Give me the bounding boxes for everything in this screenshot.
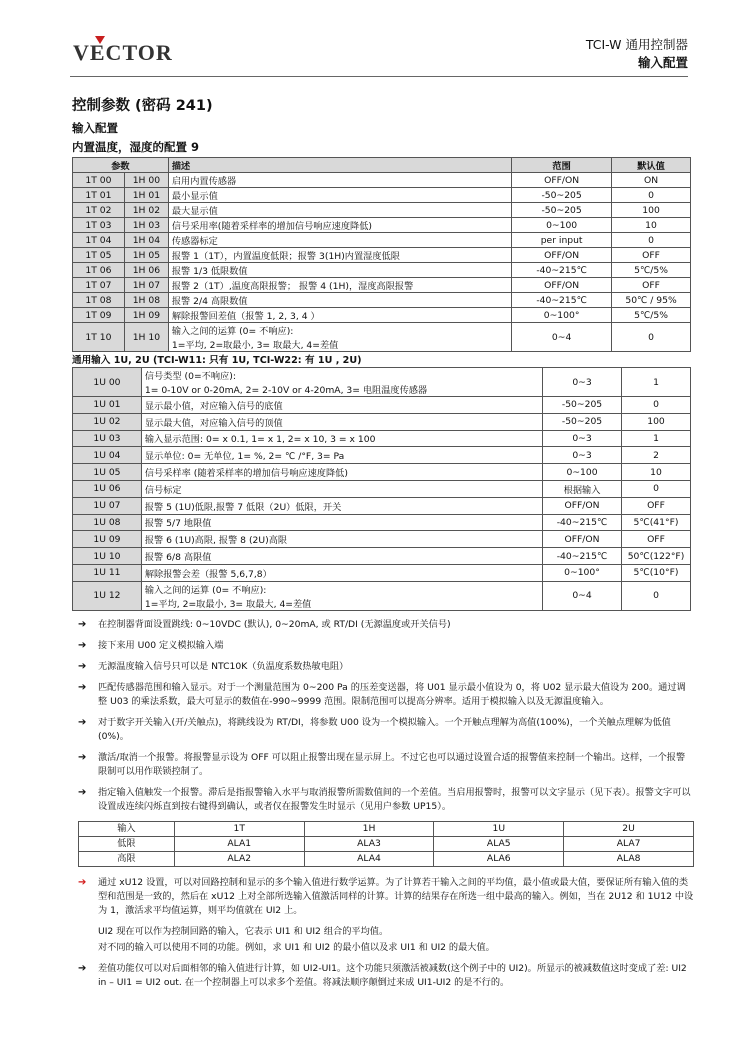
param-range: 0~3	[543, 447, 622, 464]
alarm-cell: 低限	[79, 837, 175, 852]
param-description: 解除报警会差（报警 5,6,7,8）	[141, 564, 542, 581]
param-temp: 1T 04	[73, 233, 125, 248]
param-humidity: 1H 10	[124, 323, 168, 352]
param-temp: 1T 08	[73, 293, 125, 308]
table-row	[73, 308, 691, 323]
param-default: 1	[621, 430, 690, 447]
table-row	[73, 447, 691, 464]
param-code: 1U 08	[73, 514, 142, 531]
param-description: 报警 1/3 低限数值	[168, 263, 511, 278]
param-temp: 1T 00	[73, 173, 125, 188]
param-description	[141, 581, 542, 610]
param-code: 1U 06	[73, 480, 142, 497]
note-item	[78, 751, 694, 779]
param-description: 显示最大值，对应输入信号的顶值	[141, 413, 542, 430]
alarm-col-header: 输入	[79, 822, 175, 837]
param-range: OFF/ON	[512, 248, 612, 263]
param-humidity: 1H 00	[124, 173, 168, 188]
param-description: 显示单位: 0= 无单位, 1= %, 2= ℃ /°F, 3= Pa	[141, 447, 542, 464]
note-item	[78, 618, 694, 632]
param-range: 根据输入	[543, 480, 622, 497]
desc-line: 输入之间的运算 (0= 不响应):	[171, 326, 294, 337]
vector-logo	[73, 40, 173, 66]
param-default: 100	[621, 413, 690, 430]
param-temp: 1T 01	[73, 188, 125, 203]
alarm-cell: ALA8	[564, 852, 694, 867]
alarm-col-header: 1H	[304, 822, 434, 837]
param-range: -50~205	[512, 203, 612, 218]
table-row	[73, 218, 691, 233]
param-description: 报警 5 (1U)低限,报警 7 低限（2U）低限，开关	[141, 497, 542, 514]
alarm-cell: 高限	[79, 852, 175, 867]
table-row	[73, 480, 691, 497]
param-range: OFF/ON	[512, 173, 612, 188]
arrow-icon: ➔	[78, 682, 87, 693]
param-default: 10	[612, 218, 691, 233]
table-row	[73, 581, 691, 610]
arrow-icon: ➔	[78, 661, 87, 672]
note-item	[78, 786, 694, 814]
universal-input-table	[72, 367, 691, 611]
param-description: 传感器标定	[168, 233, 511, 248]
param-code: 1U 00	[73, 368, 142, 397]
col-header-param: 参数	[73, 158, 169, 173]
param-humidity: 1H 02	[124, 203, 168, 218]
param-default: ON	[612, 173, 691, 188]
param-humidity: 1H 04	[124, 233, 168, 248]
param-range: -40~215℃	[512, 263, 612, 278]
subsection-title: 内置温度，湿度的配置 9	[72, 140, 200, 154]
alarm-cell: ALA3	[304, 837, 434, 852]
param-code: 1U 02	[73, 413, 142, 430]
header-section: 输入配置	[637, 55, 688, 70]
table-row	[73, 497, 691, 514]
param-humidity: 1H 08	[124, 293, 168, 308]
param-default: 5℃(10°F)	[621, 564, 690, 581]
param-default: 0	[612, 323, 691, 352]
param-range: -40~215℃	[543, 548, 622, 565]
table-row	[79, 837, 694, 852]
param-temp: 1T 02	[73, 203, 125, 218]
param-humidity: 1H 05	[124, 248, 168, 263]
arrow-icon: ➔	[78, 787, 87, 798]
alarm-cell: ALA7	[564, 837, 694, 852]
table-row	[73, 188, 691, 203]
alarm-cell: ALA1	[174, 837, 304, 852]
param-description: 报警 1（1T），内置温度低限；报警 3(1H)内置湿度低限	[168, 248, 511, 263]
note-plain-1: UI2 现在可以作为控制回路的输入，它表示 UI1 和 UI2 组合的平均值。	[98, 926, 389, 937]
param-humidity: 1H 06	[124, 263, 168, 278]
alarm-col-header: 1U	[434, 822, 564, 837]
param-default: 1	[621, 368, 690, 397]
param-code: 1U 12	[73, 581, 142, 610]
param-humidity: 1H 09	[124, 308, 168, 323]
alarm-cell: ALA2	[174, 852, 304, 867]
param-temp: 1T 07	[73, 278, 125, 293]
param-code: 1U 03	[73, 430, 142, 447]
param-default: 0	[621, 397, 690, 414]
param-description: 解除报警回差值（报警 1, 2, 3, 4 ）	[168, 308, 511, 323]
param-range: 0~3	[543, 430, 622, 447]
param-description: 信号采用率(随着采样率的增加信号响应速度降低)	[168, 218, 511, 233]
param-default: 5℃/5%	[612, 308, 691, 323]
param-description: 报警 6/8 高限值	[141, 548, 542, 565]
alarm-cell: ALA5	[434, 837, 564, 852]
table-row	[73, 564, 691, 581]
table-row	[79, 852, 694, 867]
param-code: 1U 05	[73, 464, 142, 481]
param-range: 0~4	[512, 323, 612, 352]
table-row	[73, 248, 691, 263]
alarm-cell: ALA4	[304, 852, 434, 867]
desc-line: 信号类型 (0=不响应):	[144, 371, 236, 382]
arrow-icon: ➔	[78, 877, 87, 888]
param-default: OFF	[621, 497, 690, 514]
product-name: TCI-W 通用控制器	[585, 37, 688, 52]
param-temp: 1T 09	[73, 308, 125, 323]
builtin-sensor-table	[72, 157, 691, 352]
arrow-icon: ➔	[78, 640, 87, 651]
col-header-desc: 描述	[168, 158, 511, 173]
param-default: 0	[621, 581, 690, 610]
param-code: 1U 11	[73, 564, 142, 581]
page-header	[586, 36, 688, 72]
param-range: -50~205	[543, 397, 622, 414]
arrow-icon: ➔	[78, 717, 87, 728]
param-range: 0~100	[543, 464, 622, 481]
note-item	[78, 639, 694, 653]
arrow-icon: ➔	[78, 619, 87, 630]
table-row	[73, 368, 691, 397]
table-row	[73, 173, 691, 188]
note-item	[78, 660, 694, 674]
param-code: 1U 10	[73, 548, 142, 565]
arrow-icon: ➔	[78, 752, 87, 763]
param-humidity: 1H 01	[124, 188, 168, 203]
note-text: 无源温度输入信号只可以是 NTC10K（负温度系数热敏电阻）	[98, 661, 349, 672]
param-range: 0~100°	[512, 308, 612, 323]
notes	[78, 618, 694, 997]
param-temp: 1T 05	[73, 248, 125, 263]
param-range: -50~205	[512, 188, 612, 203]
param-code: 1U 07	[73, 497, 142, 514]
note-item	[78, 681, 694, 709]
desc-line: 输入之间的运算 (0= 不响应):	[144, 584, 267, 596]
desc-line: 1=平均, 2=取最小, 3= 取最大, 4=差值	[171, 340, 339, 351]
param-default: 50℃ / 95%	[612, 293, 691, 308]
col-header-default: 默认值	[612, 158, 691, 173]
param-description: 报警 5/7 地限值	[141, 514, 542, 531]
param-code: 1U 09	[73, 531, 142, 548]
param-range: -40~215℃	[512, 293, 612, 308]
param-humidity: 1H 07	[124, 278, 168, 293]
param-humidity: 1H 03	[124, 218, 168, 233]
param-temp: 1T 06	[73, 263, 125, 278]
param-description: 启用内置传感器	[168, 173, 511, 188]
param-description: 报警 2（1T）,温度高限报警； 报警 4 (1H)，湿度高限报警	[168, 278, 511, 293]
table-row	[73, 413, 691, 430]
param-default: OFF	[612, 278, 691, 293]
param-default: 2	[621, 447, 690, 464]
param-description: 最大显示值	[168, 203, 511, 218]
alarm-col-header: 2U	[564, 822, 694, 837]
param-description: 报警 2/4 高限数值	[168, 293, 511, 308]
note-math: ➔ 通过 xU12 设置，可以对回路控制和显示的多个输入值进行数学运算。为了计算若干输入之间的平均值，最小值或最大值，要保证所有输入值的类型和范围是一致的，然后在 xU12 上对全部所选输入值激活同样的计算。计算的结果存在所选一组中最高的输入。例如，当在 2U12 和 1U12 中设为 1，激活求平均值运算，则平均值就在 UI2 上。	[78, 877, 694, 916]
param-code: 1U 04	[73, 447, 142, 464]
note-plain-2: 对不同的输入可以使用不同的功能。例如，求 UI1 和 UI2 的最小值以及求 UI1 和 UI2 的最大值。	[98, 942, 495, 953]
table-header-row	[79, 822, 694, 837]
table-row	[73, 263, 691, 278]
param-default: 5℃(41°F)	[621, 514, 690, 531]
param-range: 0~100	[512, 218, 612, 233]
param-range: 0~4	[543, 581, 622, 610]
param-range: OFF/ON	[543, 531, 622, 548]
param-range: 0~3	[543, 368, 622, 397]
note-text: 在控制器背面设置跳线: 0~10VDC (默认), 0~20mA, 或 RT/DI (无源温度或开关信号)	[98, 619, 451, 630]
param-default: 5℃/5%	[612, 263, 691, 278]
table-row	[73, 514, 691, 531]
arrow-icon: ➔	[78, 963, 87, 974]
table-row	[73, 397, 691, 414]
note-item	[78, 716, 694, 744]
param-description	[168, 323, 511, 352]
param-range: OFF/ON	[512, 278, 612, 293]
table-row	[73, 531, 691, 548]
param-range: OFF/ON	[543, 497, 622, 514]
table-row	[73, 278, 691, 293]
param-default: OFF	[621, 531, 690, 548]
table-row	[73, 293, 691, 308]
table-row	[73, 203, 691, 218]
param-description: 信号采样率 (随着采样率的增加信号响应速度降低)	[141, 464, 542, 481]
param-description: 信号标定	[141, 480, 542, 497]
param-description: 报警 6 (1U)高限, 报警 8 (2U)高限	[141, 531, 542, 548]
page-title: 控制参数 (密码 241)	[72, 98, 213, 114]
param-description	[141, 368, 542, 397]
param-default: 0	[612, 188, 691, 203]
param-range: per input	[512, 233, 612, 248]
alarm-col-header: 1T	[174, 822, 304, 837]
param-range: -50~205	[543, 413, 622, 430]
param-default: OFF	[612, 248, 691, 263]
col-header-range: 范围	[512, 158, 612, 173]
param-default: 100	[612, 203, 691, 218]
alarm-text-table	[78, 821, 694, 867]
param-range: 0~100°	[543, 564, 622, 581]
param-description: 显示最小值，对应输入信号的底值	[141, 397, 542, 414]
param-default: 50℃(122°F)	[621, 548, 690, 565]
note-text: 匹配传感器范围和输入显示。对于一个测量范围为 0~200 Pa 的压差变送器，将 U01 显示最小值设为 0，将 U02 显示最大值设为 200。通过调整 U03 的乘法系数，最大可显示的数值在-990~9999 范围。限制范围可以提高分辨率。适用于模拟输入以及无源温度输入。	[98, 682, 686, 707]
table-row	[73, 323, 691, 352]
logo-text: VECTOR	[73, 40, 173, 65]
param-temp: 1T 10	[73, 323, 125, 352]
table-row	[73, 464, 691, 481]
table-row	[73, 430, 691, 447]
param-code: 1U 01	[73, 397, 142, 414]
section-title: 输入配置	[72, 121, 118, 135]
desc-line: 1=平均, 2=取最小, 3= 取最大, 4=差值	[144, 598, 312, 610]
note-text: 激活/取消一个报警。将报警显示设为 OFF 可以阻止报警出现在显示屏上。不过它也可以通过设置合适的报警值来控制一个输出。这样，一个报警限制可以用作联锁控制了。	[98, 752, 686, 777]
param-description: 输入显示范围: 0= x 0.1, 1= x 1, 2= x 10, 3 = x 100	[141, 430, 542, 447]
param-range: -40~215℃	[543, 514, 622, 531]
table-row	[73, 233, 691, 248]
header-divider	[70, 76, 688, 77]
note-diff: ➔ 差值功能仅可以对后面相邻的输入值进行计算，如 UI2-UI1。这个功能只须激活被减数(这个例子中的 UI2)。所显示的被减数值这时变成了差: UI2 in – UI1 = UI2 out. 在一个控制器上可以求多个差值。将减法顺序颠倒过来成 UI1-UI2 的是不行的。	[78, 963, 687, 988]
desc-line: 1= 0-10V or 0-20mA, 2= 2-10V or 4-20mA, 3= 电阻温度传感器	[144, 385, 428, 396]
param-default: 0	[612, 233, 691, 248]
alarm-cell: ALA6	[434, 852, 564, 867]
universal-input-title: 通用输入 1U, 2U (TCI-W11: 只有 1U, TCI-W22: 有 1U , 2U)	[72, 355, 362, 366]
note-text: 指定输入值触发一个报警。滞后是指报警输入水平与取消报警所需数值间的一个差值。当启用报警时，报警可以文字显示（见下表）。报警文字可以设置成连续闪烁直到按右键得到确认，或者仅在报警发生时显示（见用户参数 UP15）。	[98, 787, 691, 812]
note-text: 接下来用 U00 定义模拟输入端	[98, 640, 224, 651]
logo-triangle-icon	[95, 36, 105, 44]
param-description: 最小显示值	[168, 188, 511, 203]
note-text: 对于数字开关输入(开/关触点)，将跳线设为 RT/DI，将参数 U00 设为一个模拟输入。一个开触点理解为高值(100%)，一个关触点理解为低值(0%)。	[98, 717, 671, 742]
param-temp: 1T 03	[73, 218, 125, 233]
table-row	[73, 548, 691, 565]
param-default: 0	[621, 480, 690, 497]
param-default: 10	[621, 464, 690, 481]
